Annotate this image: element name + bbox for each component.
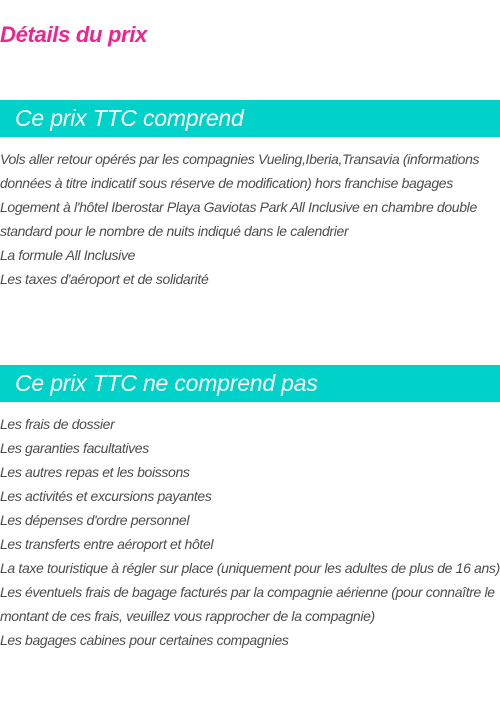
included-item: Les taxes d'aéroport et de solidarité — [0, 271, 209, 287]
included-item: Vols aller retour opérés par les compagnies Vueling,Iberia,Transavia (informations données à titre indicatif sous réserve de modification) hors franchise bagages — [0, 151, 480, 191]
excluded-item: Les autres repas et les boissons — [0, 464, 190, 480]
excluded-item: Les éventuels frais de bagage facturés par la compagnie aérienne (pour connaître le montant de ces frais, veuillez vous rapprocher de la compagnie) — [0, 584, 495, 624]
excluded-section-header: Ce prix TTC ne comprend pas — [0, 365, 500, 402]
excluded-item: Les garanties facultatives — [0, 440, 149, 456]
excluded-item: Les bagages cabines pour certaines compagnies — [0, 632, 289, 648]
excluded-item: Les transferts entre aéroport et hôtel — [0, 536, 214, 552]
page-title: Détails du prix — [0, 22, 148, 47]
excluded-item: Les activités et excursions payantes — [0, 488, 212, 504]
included-section-header: Ce prix TTC comprend — [0, 100, 500, 137]
included-item: Logement à l'hôtel Iberostar Playa Gaviotas Park All Inclusive en chambre double standard pour le nombre de nuits indiqué dans le calendrier — [0, 199, 477, 239]
included-items-list — [0, 147, 500, 291]
excluded-items-list — [0, 412, 500, 652]
excluded-item: La taxe touristique à régler sur place (uniquement pour les adultes de plus de 16 ans) — [0, 560, 500, 576]
excluded-item: Les frais de dossier — [0, 416, 115, 432]
included-item: La formule All Inclusive — [0, 247, 136, 263]
excluded-item: Les dépenses d'ordre personnel — [0, 512, 190, 528]
